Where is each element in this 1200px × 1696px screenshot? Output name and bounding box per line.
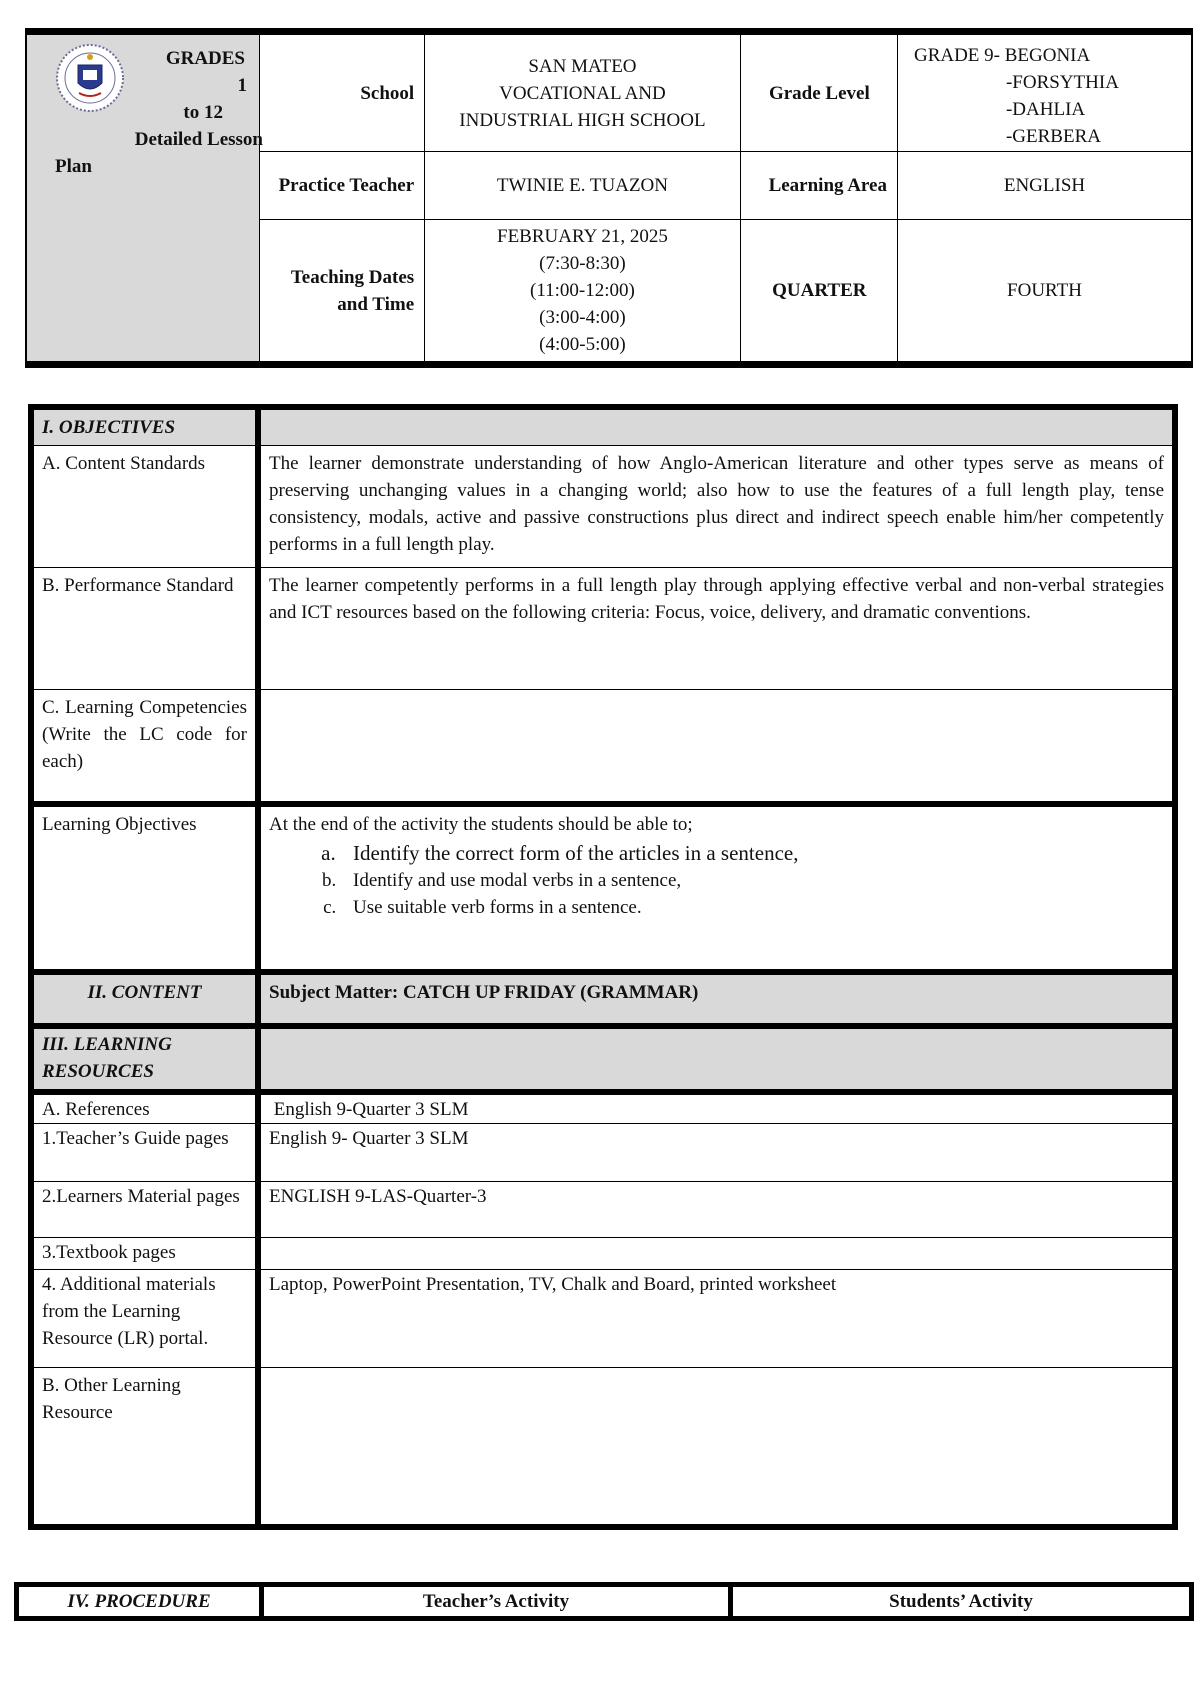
teaching-dates-value: FEBRUARY 21, 2025 (7:30-8:30) (11:00-12:00) (3:00-4:00) (4:00-5:00)	[425, 220, 741, 365]
additional-materials-label: 4. Additional materials from the Learning Resource (LR) portal.	[31, 1269, 258, 1367]
learning-competencies-text	[258, 690, 1175, 804]
teacher-activity-header: Teacher’s Activity	[262, 1585, 731, 1619]
learning-competencies-label: C. Learning Competencies (Write the LC code for each)	[31, 690, 258, 804]
learning-objectives-list	[269, 840, 1164, 921]
school-value: SAN MATEO VOCATIONAL AND INDUSTRIAL HIGH SCHOOL	[425, 32, 741, 152]
resources-heading-row	[31, 1026, 1175, 1092]
teachers-guide-row	[31, 1123, 1175, 1181]
references-text: English 9-Quarter 3 SLM	[258, 1092, 1175, 1124]
learners-material-row	[31, 1181, 1175, 1237]
learning-area-label: Learning Area	[740, 152, 897, 220]
list-item: b. Identify and use modal verbs in a sentence,	[341, 867, 1164, 894]
learners-material-text: ENGLISH 9-LAS-Quarter-3	[258, 1181, 1175, 1237]
lesson-plan-table	[28, 404, 1178, 1530]
teachers-guide-label: 1.Teacher’s Guide pages	[31, 1123, 258, 1181]
content-row	[31, 972, 1175, 1026]
textbook-text	[258, 1237, 1175, 1269]
learners-material-label: 2.Learners Material pages	[31, 1181, 258, 1237]
objectives-heading-row	[31, 407, 1175, 446]
textbook-label: 3.Textbook pages	[31, 1237, 258, 1269]
additional-materials-row	[31, 1269, 1175, 1367]
learning-objectives-intro: At the end of the activity the students should be able to;	[269, 813, 693, 835]
learning-objectives-row	[31, 804, 1175, 972]
header-table	[25, 28, 1193, 368]
learning-competencies-row	[31, 690, 1175, 804]
students-activity-header: Students’ Activity	[731, 1585, 1192, 1619]
quarter-value: FOURTH	[897, 220, 1192, 365]
performance-standard-row	[31, 568, 1175, 690]
content-standards-label: A. Content Standards	[31, 446, 258, 568]
dlp-title-cell	[26, 32, 263, 365]
grade-level-value: GRADE 9- BEGONIA -FORSYTHIA -DAHLIA -GERBERA	[897, 32, 1192, 152]
procedure-table	[14, 1582, 1194, 1621]
procedure-heading: IV. PROCEDURE	[17, 1585, 262, 1619]
learning-objectives-cell	[258, 804, 1175, 972]
teachers-guide-text: English 9- Quarter 3 SLM	[258, 1123, 1175, 1181]
dlp-title: GRADES 1 to 12 Detailed Lesson Plan	[55, 48, 263, 177]
list-item: a. Identify the correct form of the articles in a sentence,	[341, 840, 1164, 867]
objectives-heading: I. OBJECTIVES	[31, 407, 258, 446]
quarter-label: QUARTER	[740, 220, 897, 365]
content-standards-row	[31, 446, 1175, 568]
learning-area-value: ENGLISH	[897, 152, 1192, 220]
resources-heading: III. LEARNING RESOURCES	[31, 1026, 258, 1092]
textbook-row	[31, 1237, 1175, 1269]
references-row	[31, 1092, 1175, 1124]
references-label: A. References	[31, 1092, 258, 1124]
practice-teacher-label: Practice Teacher	[259, 152, 424, 220]
learning-objectives-label: Learning Objectives	[31, 804, 258, 972]
other-resource-row	[31, 1367, 1175, 1527]
school-label: School	[259, 32, 424, 152]
subject-matter: Subject Matter: CATCH UP FRIDAY (GRAMMAR)	[258, 972, 1175, 1026]
content-heading: II. CONTENT	[31, 972, 258, 1026]
practice-teacher-value: TWINIE E. TUAZON	[425, 152, 741, 220]
teaching-dates-label: Teaching Dates and Time	[259, 220, 424, 365]
content-standards-text: The learner demonstrate understanding of how Anglo-American literature and other types serve as means of preserving unchanging values in a changing world; also how to use the features of a full length play, tense consistency, modals, active and passive constructions plus direct and indirect speech enable him/her competently performs in a full length play.	[258, 446, 1175, 568]
list-item: c. Use suitable verb forms in a sentence.	[341, 894, 1164, 921]
other-resource-text	[258, 1367, 1175, 1527]
other-resource-label: B. Other Learning Resource	[31, 1367, 258, 1527]
grade-level-label: Grade Level	[740, 32, 897, 152]
performance-standard-label: B. Performance Standard	[31, 568, 258, 690]
performance-standard-text: The learner competently performs in a full length play through applying effective verbal and non-verbal strategies and ICT resources based on the following criteria: Focus, voice, delivery, and dramatic conventions.	[258, 568, 1175, 690]
additional-materials-text: Laptop, PowerPoint Presentation, TV, Chalk and Board, printed worksheet	[258, 1269, 1175, 1367]
